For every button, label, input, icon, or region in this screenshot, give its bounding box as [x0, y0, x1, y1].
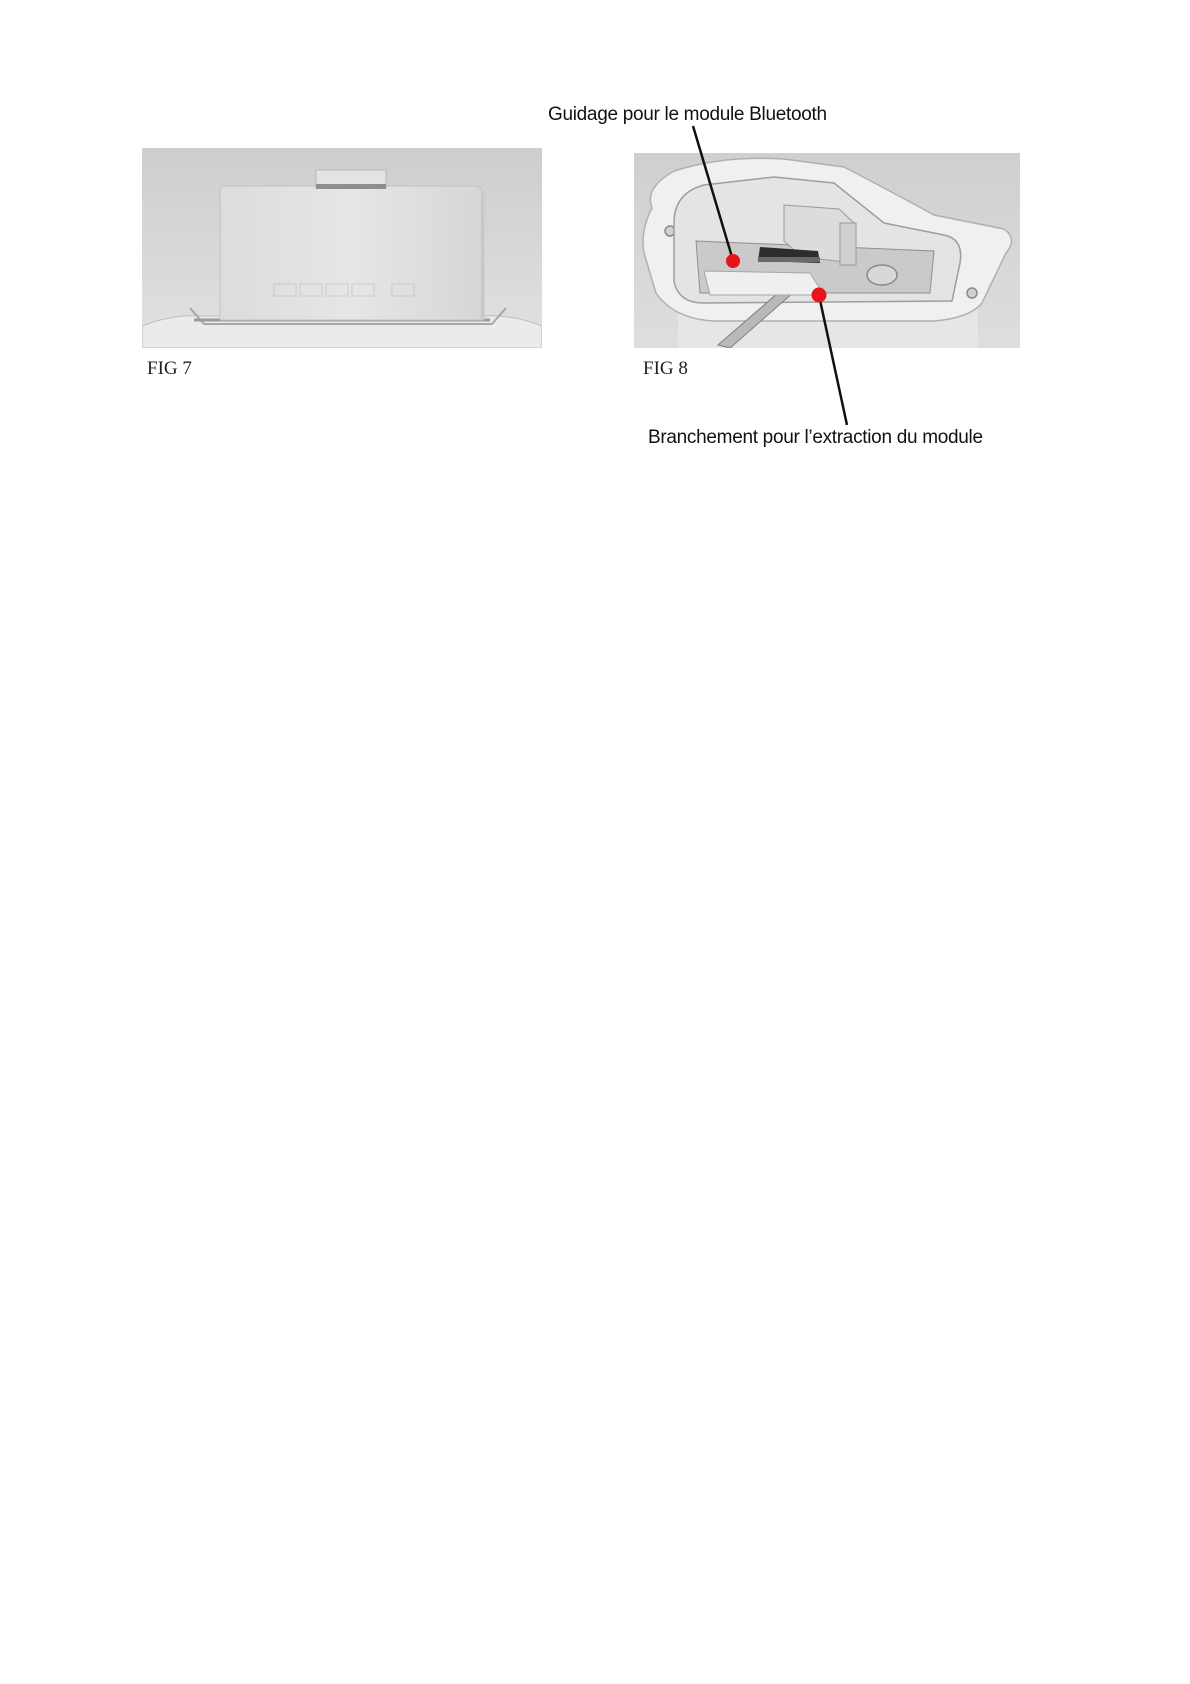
fig8-photo — [634, 153, 1020, 348]
fig8-illustration — [634, 153, 1020, 348]
callout-label-guidage: Guidage pour le module Bluetooth — [548, 104, 827, 125]
callout-label-branchement: Branchement pour l’extraction du module — [648, 427, 983, 448]
fig7-photo — [142, 148, 542, 348]
fig7-caption: FIG 7 — [147, 358, 192, 379]
fig7-illustration — [142, 148, 542, 348]
fig8-caption: FIG 8 — [643, 358, 688, 379]
